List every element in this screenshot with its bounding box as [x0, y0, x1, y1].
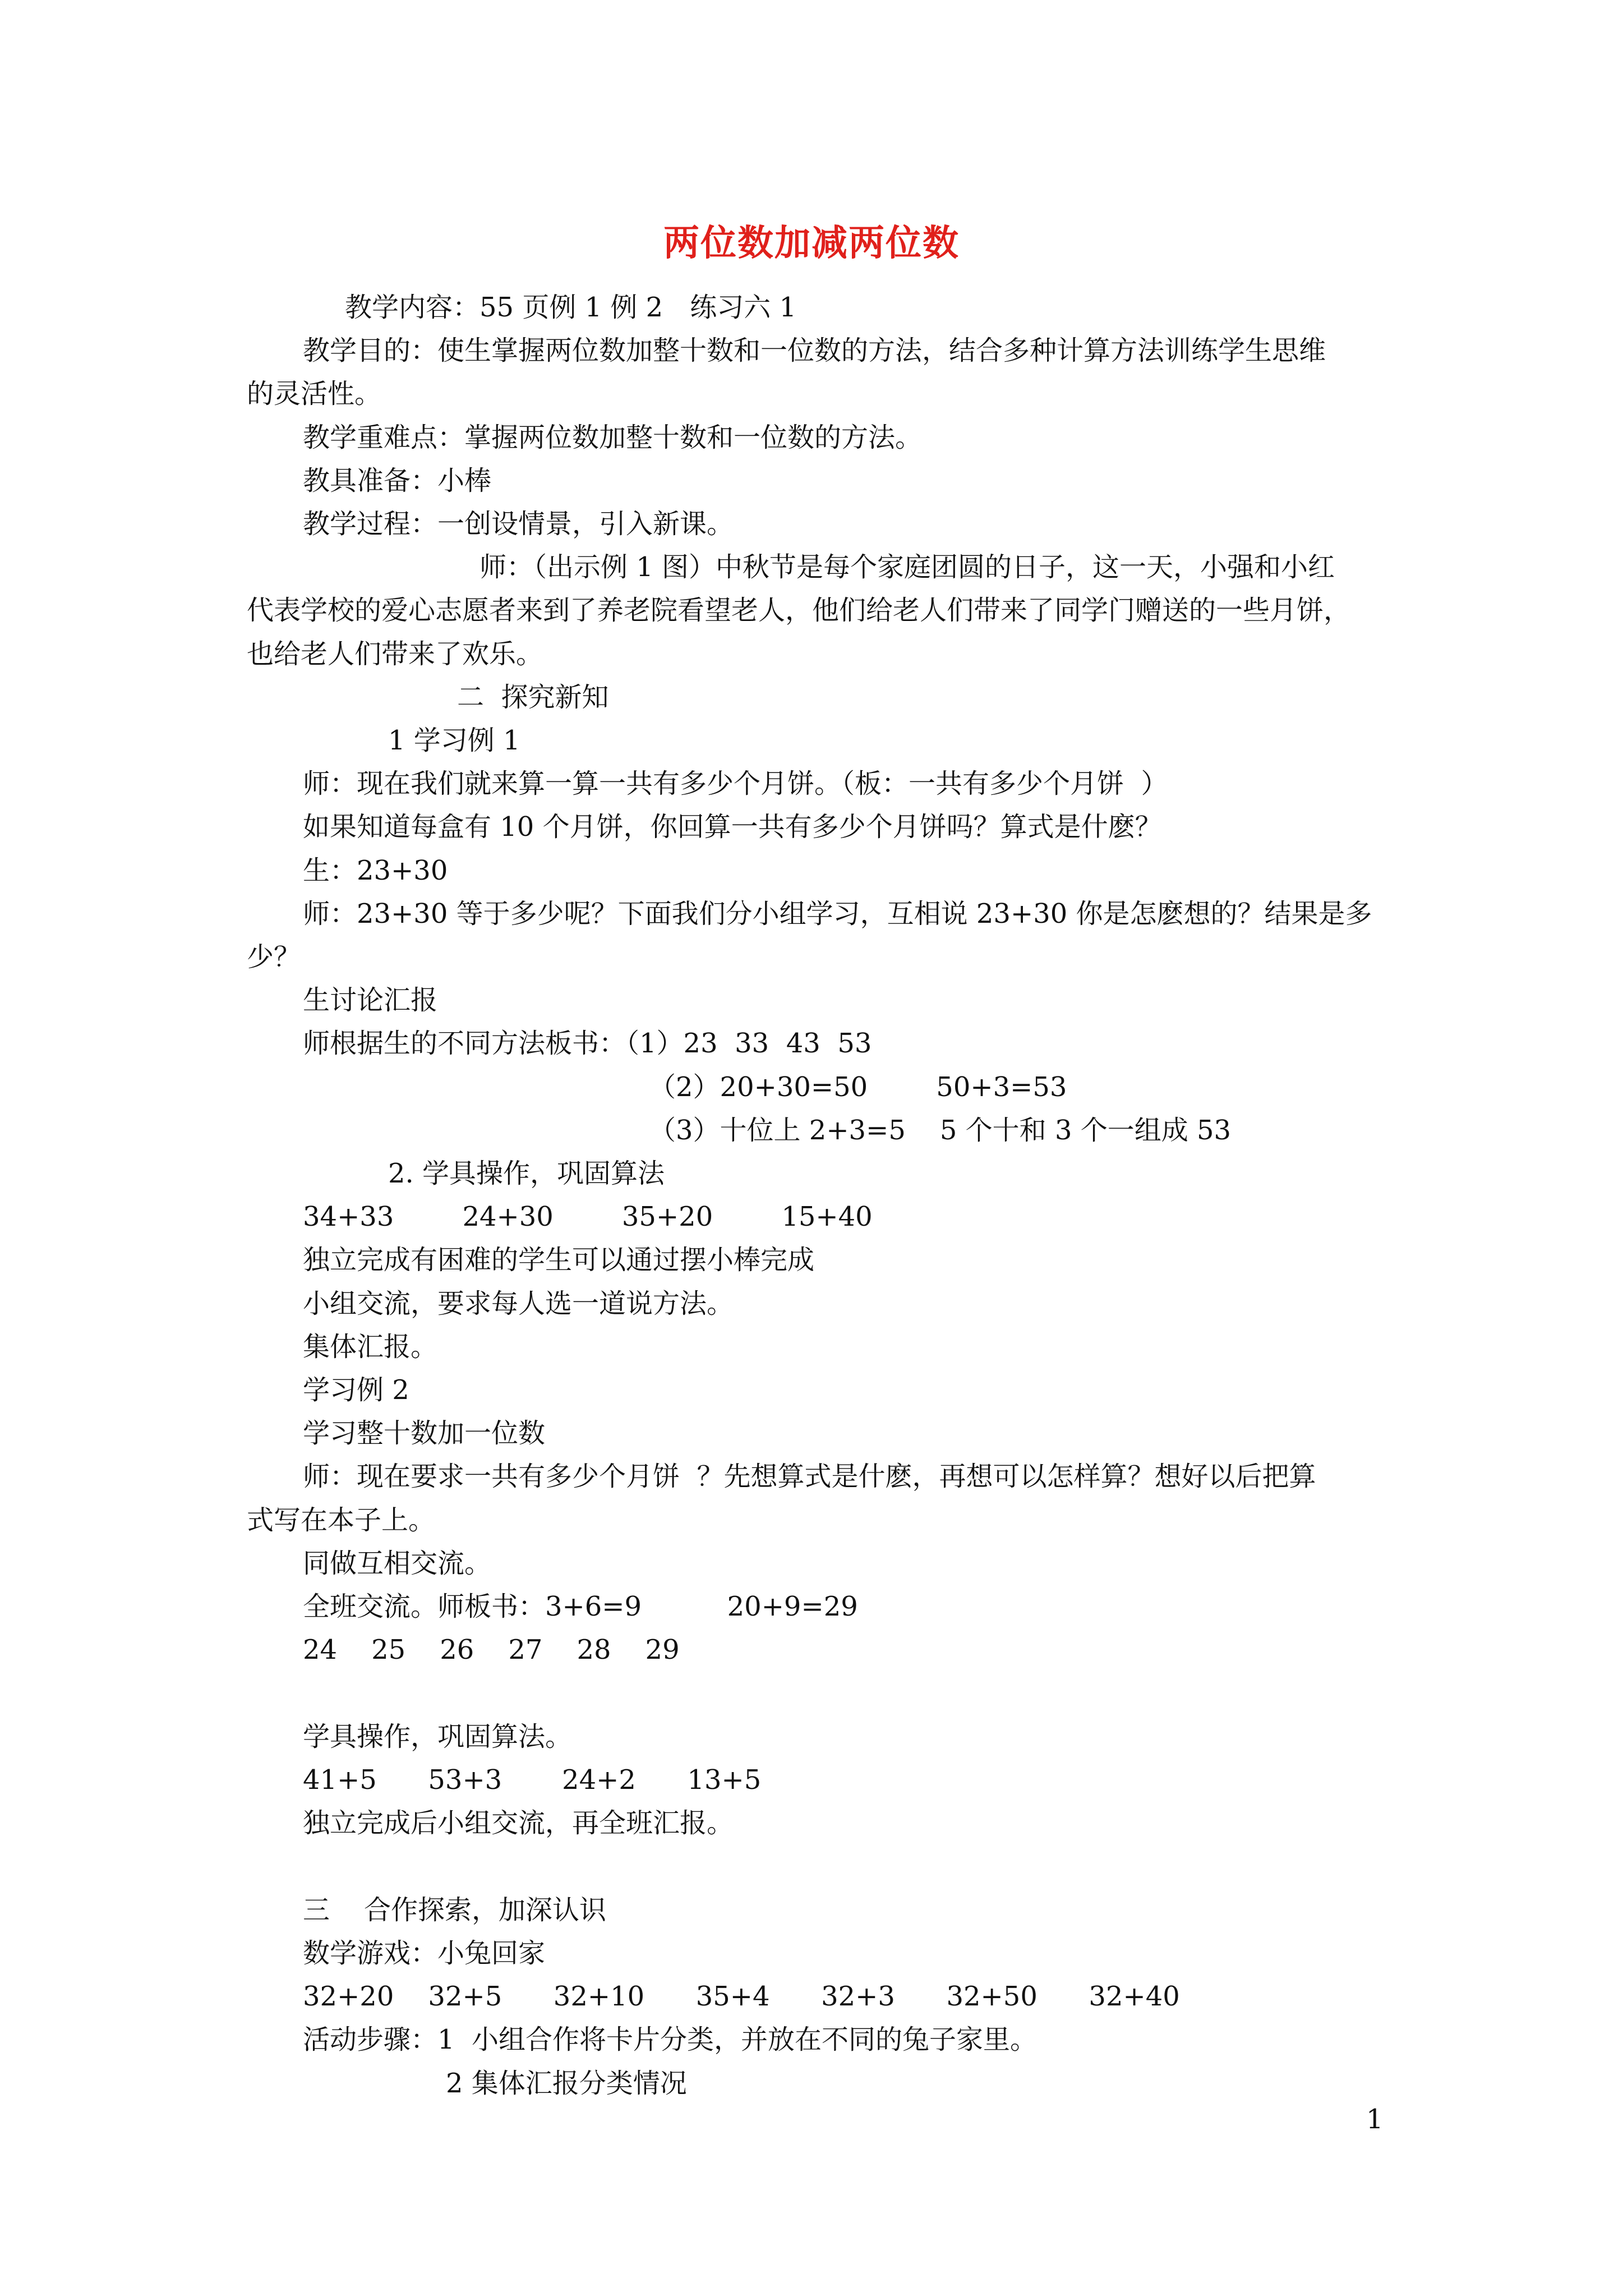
line-math-game: 数学游戏：小兔回家	[303, 1938, 546, 1969]
line-teacher-question: 师：23+30 等于多少呢？下面我们分小组学习，互相说 23+30 你是怎麽想的？结果是多	[303, 898, 1372, 930]
line-teacher-question-cont: 少？	[247, 941, 301, 973]
line-exercises-3: 32+20 32+5 32+10 35+4 32+3 32+50 32+40	[303, 1981, 1180, 2012]
line-teacher-ask: 师：现在要求一共有多少个月饼 ？先想算式是什麽，再想可以怎样算？想好以后把算	[303, 1461, 1316, 1492]
page-number: 1	[1366, 2104, 1384, 2135]
line-independent-2: 独立完成后小组交流，再全班汇报。	[303, 1807, 734, 1839]
line-group-report: 集体汇报。	[303, 1331, 438, 1363]
line-independent: 独立完成有困难的学生可以通过摆小棒完成	[303, 1244, 815, 1276]
section-cooperate: 三 合作探索，加深认识	[303, 1894, 607, 1926]
line-board-method-3: （3）十位上 2+3=5 5 个十和 3 个一组成 53	[649, 1115, 1232, 1146]
line-teacher-intro-3: 也给老人们带来了欢乐。	[247, 638, 543, 670]
line-exercises-1: 34+33 24+30 35+20 15+40	[303, 1201, 873, 1232]
line-tens-plus-ones: 学习整十数加一位数	[303, 1418, 546, 1449]
line-teaching-goal-cont: 的灵活性。	[247, 378, 382, 409]
line-teacher-count: 师：现在我们就来算一算一共有多少个月饼。（板：一共有多少个月饼 ）	[303, 768, 1168, 799]
line-number-sequence: 24 25 26 27 28 29	[303, 1634, 680, 1665]
line-teaching-goal: 教学目的：使生掌握两位数加整十数和一位数的方法，结合多种计算方法训练学生思维	[303, 335, 1326, 366]
line-manipulatives: 2. 学具操作，巩固算法	[388, 1158, 665, 1189]
line-key-points: 教学重难点：掌握两位数加整十数和一位数的方法。	[303, 422, 923, 453]
line-activity-step-2: 2 集体汇报分类情况	[446, 2068, 687, 2099]
document-title: 两位数加减两位数	[663, 222, 960, 264]
line-example-2: 学习例 2	[303, 1374, 409, 1406]
section-explore: 二 探究新知	[457, 682, 609, 713]
line-teacher-intro-2: 代表学校的爱心志愿者来到了养老院看望老人，他们给老人们带来了同学门赠送的一些月饼，	[247, 595, 1351, 626]
line-teacher-ask-cont: 式写在本子上。	[247, 1504, 436, 1536]
line-discussion: 生讨论汇报	[303, 984, 438, 1016]
line-student-answer: 生：23+30	[303, 855, 448, 886]
line-teaching-process: 教学过程：一创设情景，引入新课。	[303, 508, 734, 540]
line-teaching-aids: 教具准备：小棒	[303, 465, 492, 496]
line-manipulatives-2: 学具操作，巩固算法。	[303, 1721, 573, 1752]
line-peer-exchange: 同做互相交流。	[303, 1548, 492, 1579]
line-group-exchange: 小组交流，要求每人选一道说方法。	[303, 1288, 734, 1319]
line-exercises-2: 41+5 53+3 24+2 13+5	[303, 1764, 762, 1796]
line-example-1: 1 学习例 1	[388, 725, 520, 756]
line-teaching-content: 教学内容：55 页例 1 例 2 练习六 1	[345, 292, 796, 323]
line-board-method-2: （2）20+30=50 50+3=53	[649, 1071, 1067, 1103]
line-board-method-1: 师根据生的不同方法板书：（1）23 33 43 53	[303, 1028, 872, 1059]
line-if-known: 如果知道每盒有 10 个月饼，你回算一共有多少个月饼吗？算式是什麽？	[303, 811, 1162, 843]
line-class-exchange: 全班交流。师板书：3+6=9 20+9=29	[303, 1591, 858, 1622]
line-teacher-intro: 师：（出示例 1 图）中秋节是每个家庭团圆的日子，这一天，小强和小红	[479, 551, 1335, 583]
line-activity-steps: 活动步骤：1 小组合作将卡片分类，并放在不同的兔子家里。	[303, 2024, 1038, 2055]
